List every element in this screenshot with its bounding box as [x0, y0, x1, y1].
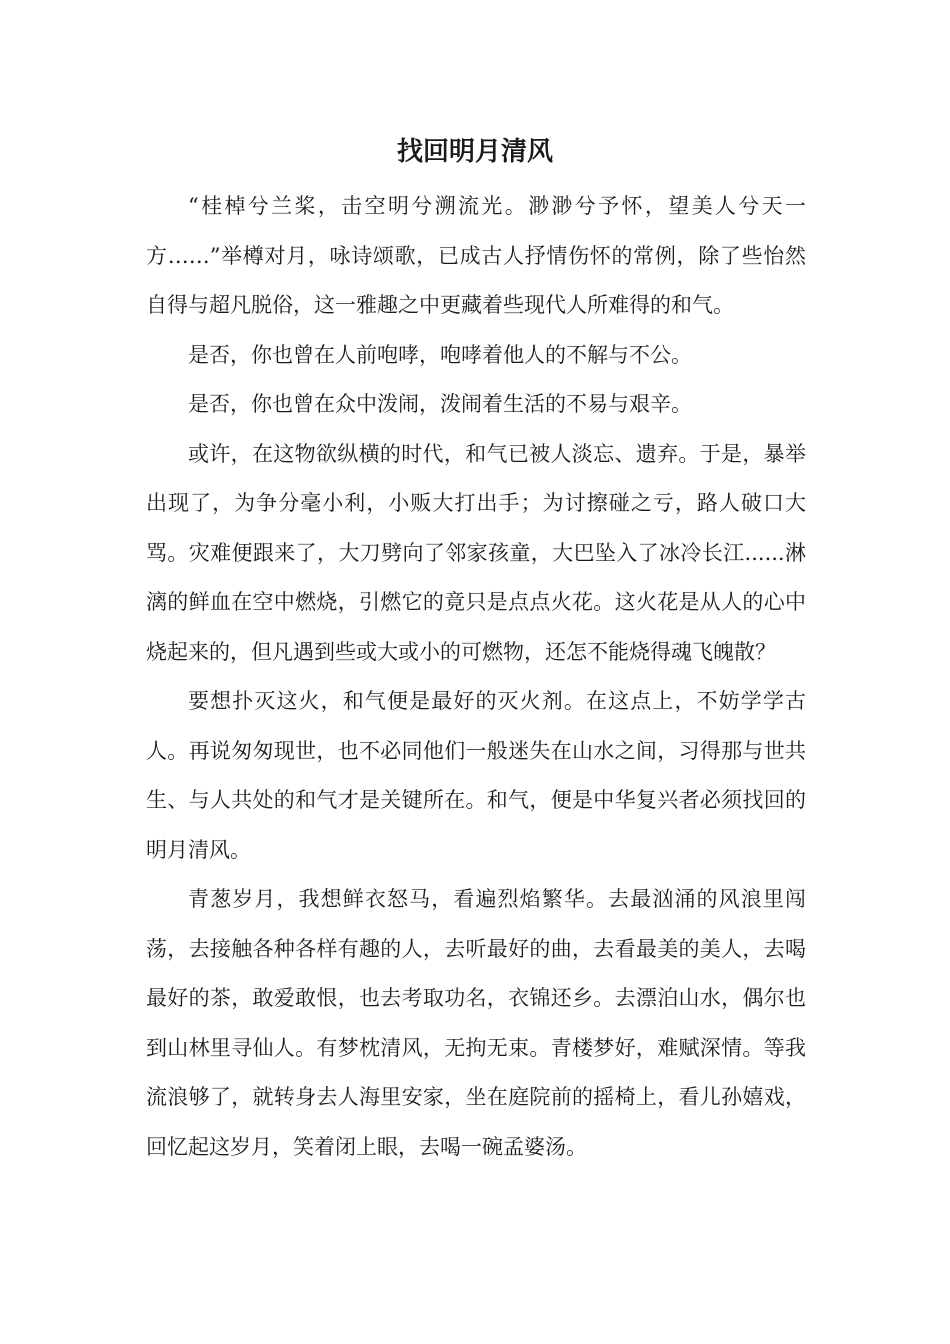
- paragraph-1: “桂棹兮兰桨，击空明兮溯流光。渺渺兮予怀，望美人兮天一方……”举樽对月，咏诗颂歌，已成古人抒情伤怀的常例，除了些怡然自得与超凡脱俗，这一雅趣之中更藏着些现代人所难得的和气。: [146, 194, 806, 317]
- paragraph-4: 或许，在这物欲纵横的时代，和气已被人淡忘、遗弃。于是，暴举出现了，为争分毫小利，小贩大打出手；为讨擦碰之亏，路人破口大骂。灾难便跟来了，大刀劈向了邻家孩童，大巴坠入了冰冷长江......淋漓的鲜血在空中燃烧，引燃它的竟只是点点火花。这火花是从人的心中烧起来的，但凡遇到些或大或小的可燃物，还怎不能烧得魂飞魄散？: [146, 441, 806, 664]
- paragraph-3: 是否，你也曾在众中泼闹，泼闹着生活的不易与艰辛。: [188, 392, 692, 416]
- essay-body: [146, 182, 806, 1172]
- essay-title: 找回明月清风: [396, 137, 553, 167]
- paragraph-5: 要想扑灭这火，和气便是最好的灭火剂。在这点上，不妨学学古人。再说匆匆现世，也不必同他们一般迷失在山水之间，习得那与世共生、与人共处的和气才是关键所在。和气，便是中华复兴者必须找回的明月清风。: [146, 689, 806, 862]
- paragraph-2: 是否，你也曾在人前咆哮，咆哮着他人的不解与不公。: [188, 342, 692, 367]
- paragraph-6: 青葱岁月，我想鲜衣怒马，看遍烈焰繁华。去最汹涌的风浪里闯荡，去接触各种各样有趣的人，去听最好的曲，去看最美的美人，去喝最好的茶，敢爱敢恨，也去考取功名，衣锦还乡。去漂泊山水，偶尔也到山林里寻仙人。有梦枕清风，无拘无束。青楼梦好，难赋深情。等我流浪够了，就转身去人海里安家，坐在庭院前的摇椅上，看儿孙嬉戏，回忆起这岁月，笑着闭上眼，去喝一碗孟婆汤。: [146, 887, 806, 1159]
